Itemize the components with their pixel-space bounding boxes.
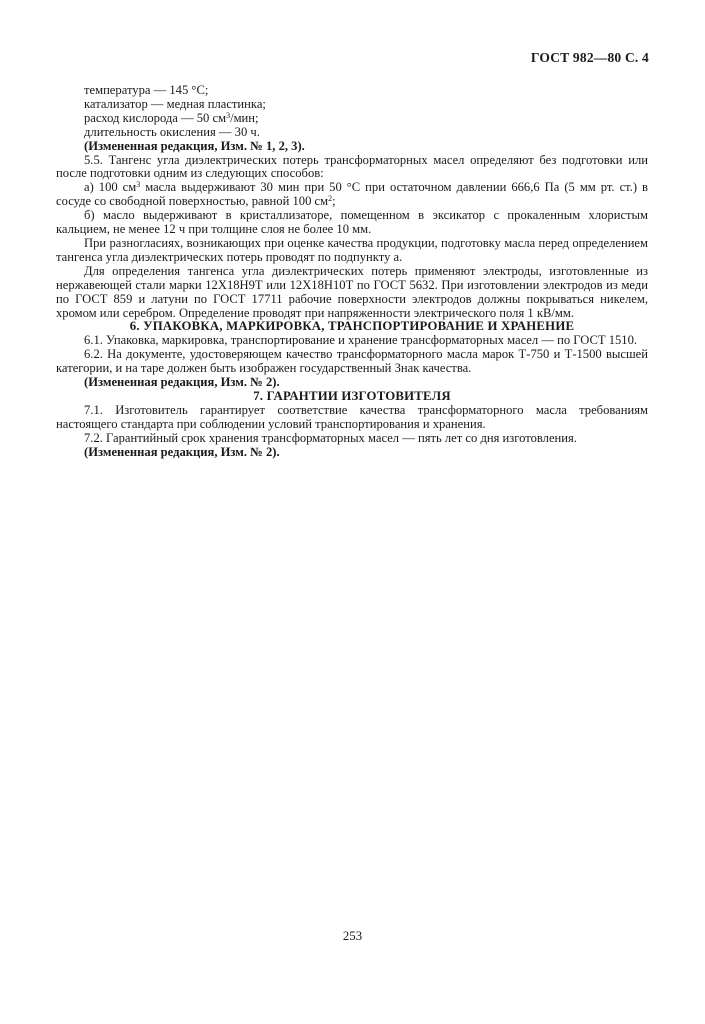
document-body: [56, 84, 648, 459]
condition-duration: длительность окисления — 30 ч.: [84, 124, 260, 139]
paragraph-6-2: 6.2. На документе, удостоверяющем качество трансформаторного масла марок Т-750 и Т-1500 высшей категории, и на таре должен быть изображен государственный Знак качества.: [56, 347, 648, 376]
paragraph-7-1: 7.1. Изготовитель гарантирует соответствие качества трансформаторного масла требованиям настоящего стандарта при соблюдении условий транспортирования и хранения.: [56, 402, 648, 431]
paragraph-6-1: 6.1. Упаковка, маркировка, транспортирование и хранение трансформаторных масел — по ГОСТ 1510.: [84, 333, 638, 348]
condition-oxygen-flow: расход кислорода — 50 $см^3$/мин;: [84, 110, 259, 125]
paragraph-electrodes: Для определения тангенса угла диэлектрических потерь применяют электроды, изготовленные из нержавеющей стали марки 12Х18Н9Т или 12Х18Н10Т по ГОСТ 5632. При изготовлении электродов из меди по ГОСТ 859 и латуни по ГОСТ 17711 рабочие поверхности электродов должны покрываться никелем, хромом или серебром. Определение проводят при напряженности электрического поля 1 кВ/мм.: [56, 263, 648, 320]
paragraph-5-5-a: а) 100 $см^3$ масла выдерживают 30 мин при 50 °С при остаточном давлении 666,6 Па (5 мм рт. ст.) в сосуде со свободной поверхностью, равной 100 $см^2$;: [56, 180, 648, 209]
revision-note: (Измененная редакция, Изм. № 1, 2, 3).: [84, 138, 305, 153]
paragraph-5-5: 5.5. Тангенс угла диэлектрических потерь трансформаторных масел определяют без подготовки или после подготовки одним из следующих способов:: [56, 152, 648, 181]
paragraph-disagreement: При разногласиях, возникающих при оценке качества продукции, подготовку масла перед определением тангенса угла диэлектрических потерь проводят по подпункту а.: [56, 235, 648, 264]
page-header: ГОСТ 982—80 С. 4: [530, 50, 649, 65]
paragraph-7-2: 7.2. Гарантийный срок хранения трансформаторных масел — пять лет со дня изготовления.: [84, 430, 577, 445]
revision-note: (Измененная редакция, Изм. № 2).: [84, 444, 280, 459]
section-heading-7: 7. ГАРАНТИИ ИЗГОТОВИТЕЛЯ: [253, 388, 451, 403]
page-number: 253: [342, 929, 363, 943]
condition-temperature: температура — 145 °С;: [84, 83, 209, 97]
section-heading-6: 6. УПАКОВКА, МАРКИРОВКА, ТРАНСПОРТИРОВАНИЕ И ХРАНЕНИЕ: [129, 319, 575, 334]
paragraph-5-5-b: б) масло выдерживают в кристаллизаторе, помещенном в эксикатор с прокаленным хлористым кальцием, не менее 12 ч при толщине слоя не более 10 мм.: [56, 208, 648, 237]
revision-note: (Измененная редакция, Изм. № 2).: [84, 375, 280, 390]
condition-catalyst: катализатор — медная пластинка;: [84, 96, 266, 111]
